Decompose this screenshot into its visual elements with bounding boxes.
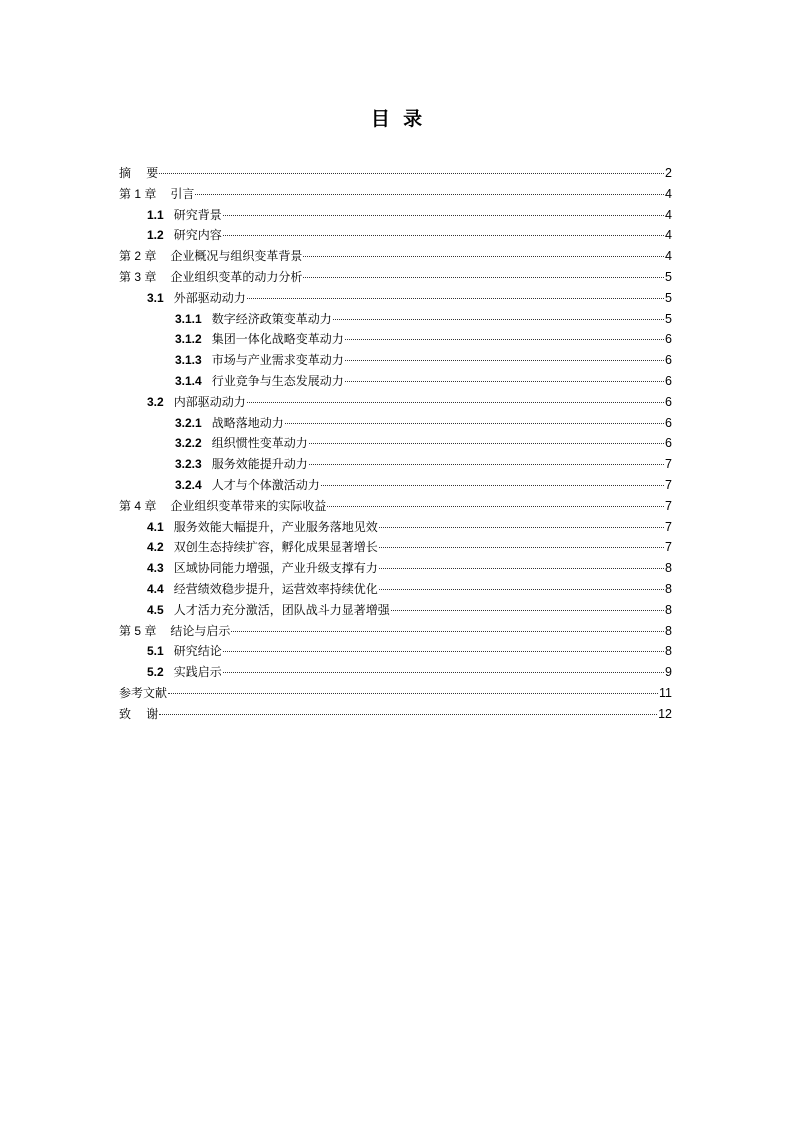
toc-entry-label: 外部驱动动力 xyxy=(173,290,246,305)
toc-dot-leader xyxy=(391,609,664,611)
toc-entry-number: 5.2 xyxy=(147,665,164,680)
toc-entry-label: 企业组织变革的动力分析 xyxy=(170,269,303,284)
toc-entry-page-number: 12 xyxy=(658,706,672,721)
toc-entry-page-number: 2 xyxy=(665,166,672,180)
toc-entry-label: 双创生态持续扩容，孵化成果显著增长 xyxy=(173,540,378,555)
toc-dot-leader xyxy=(303,255,664,257)
toc-entry-label: 致 谢 xyxy=(119,706,159,721)
toc-entry[interactable] xyxy=(119,517,672,538)
toc-entry-page-number: 6 xyxy=(665,373,672,388)
toc-entry-number: 第 5 章 xyxy=(119,623,157,638)
toc-entry[interactable] xyxy=(119,683,672,704)
toc-entry-page-number: 7 xyxy=(665,519,672,534)
toc-dot-leader xyxy=(327,505,664,507)
toc-entry[interactable] xyxy=(119,371,672,392)
toc-entry[interactable] xyxy=(119,496,672,517)
toc-dot-leader xyxy=(223,234,664,236)
toc-entry-label: 服务效能提升动力 xyxy=(211,457,308,472)
toc-dot-leader xyxy=(321,484,664,486)
toc-entry-label: 内部驱动动力 xyxy=(173,394,246,409)
toc-entry-label: 研究背景 xyxy=(173,207,222,222)
toc-entry-number: 3.2.2 xyxy=(175,436,202,451)
toc-dot-leader xyxy=(345,359,664,361)
toc-dot-leader xyxy=(159,713,657,715)
toc-entry[interactable] xyxy=(119,413,672,434)
toc-entry[interactable] xyxy=(119,329,672,350)
toc-entry-number: 4.3 xyxy=(147,561,164,576)
toc-entry-label: 人才活力充分激活，团队战斗力显著增强 xyxy=(173,602,390,617)
toc-entry-page-number: 4 xyxy=(665,249,672,264)
table-of-contents xyxy=(119,163,672,725)
toc-entry-number: 4.1 xyxy=(147,519,164,534)
toc-entry[interactable] xyxy=(119,558,672,579)
toc-entry-number: 1.1 xyxy=(147,207,164,222)
toc-entry-page-number: 6 xyxy=(665,415,672,430)
toc-entry-page-number: 8 xyxy=(665,561,672,576)
toc-entry-number: 3.1 xyxy=(147,290,164,305)
toc-entry-label: 引言 xyxy=(170,186,195,201)
toc-entry-number: 第 4 章 xyxy=(119,498,157,513)
toc-dot-leader xyxy=(379,567,664,569)
toc-entry-page-number: 6 xyxy=(665,394,672,409)
toc-entry[interactable] xyxy=(119,246,672,267)
toc-entry-page-number: 5 xyxy=(665,269,672,284)
toc-entry-number: 3.2.4 xyxy=(175,477,202,492)
toc-entry-label: 实践启示 xyxy=(173,665,222,680)
toc-entry-label: 行业竞争与生态发展动力 xyxy=(211,373,344,388)
toc-entry-label: 人才与个体激活动力 xyxy=(211,477,320,492)
toc-dot-leader xyxy=(159,172,664,174)
toc-entry-page-number: 6 xyxy=(665,332,672,347)
toc-entry-number: 第 2 章 xyxy=(119,249,157,264)
toc-dot-leader xyxy=(285,422,664,424)
toc-entry-page-number: 7 xyxy=(665,477,672,492)
toc-dot-leader xyxy=(379,526,664,528)
toc-dot-leader xyxy=(379,546,664,548)
toc-dot-leader xyxy=(223,671,664,673)
toc-entry-page-number: 6 xyxy=(665,353,672,368)
toc-entry-page-number: 5 xyxy=(665,290,672,305)
toc-entry-page-number: 4 xyxy=(665,207,672,222)
toc-entry-label: 服务效能大幅提升，产业服务落地见效 xyxy=(173,519,378,534)
toc-entry-label: 企业组织变革带来的实际收益 xyxy=(170,498,327,513)
toc-entry-page-number: 8 xyxy=(665,581,672,596)
toc-entry-page-number: 8 xyxy=(665,623,672,638)
toc-entry-label: 组织惯性变革动力 xyxy=(211,436,308,451)
toc-entry-label: 摘 要 xyxy=(119,166,159,180)
toc-entry[interactable] xyxy=(119,309,672,330)
toc-entry[interactable] xyxy=(119,621,672,642)
toc-entry[interactable] xyxy=(119,225,672,246)
toc-dot-leader xyxy=(309,463,664,465)
toc-dot-leader xyxy=(345,380,664,382)
toc-entry-label: 研究结论 xyxy=(173,644,222,659)
toc-dot-leader xyxy=(247,297,664,299)
toc-entry-page-number: 11 xyxy=(659,685,672,700)
toc-entry-page-number: 6 xyxy=(665,436,672,451)
toc-dot-leader xyxy=(231,630,664,632)
toc-dot-leader xyxy=(303,276,664,278)
toc-dot-leader xyxy=(379,588,664,590)
toc-entry[interactable] xyxy=(119,288,672,309)
toc-entry-number: 5.1 xyxy=(147,644,164,659)
page-title: 目 录 xyxy=(370,108,423,130)
toc-entry-number: 4.2 xyxy=(147,540,164,555)
toc-entry[interactable] xyxy=(119,600,672,621)
toc-entry-number: 第 1 章 xyxy=(119,186,157,201)
toc-entry-label: 研究内容 xyxy=(173,228,222,243)
toc-entry-label: 战略落地动力 xyxy=(211,415,284,430)
toc-entry-label: 结论与启示 xyxy=(170,623,231,638)
toc-entry-label: 企业概况与组织变革背景 xyxy=(170,249,303,264)
toc-entry-page-number: 7 xyxy=(665,498,672,513)
toc-entry[interactable] xyxy=(119,392,672,413)
toc-dot-leader xyxy=(195,193,664,195)
toc-entry-number: 4.5 xyxy=(147,602,164,617)
toc-dot-leader xyxy=(247,401,664,403)
toc-entry-page-number: 5 xyxy=(665,311,672,326)
toc-entry-label: 经营绩效稳步提升，运营效率持续优化 xyxy=(173,581,378,596)
toc-dot-leader xyxy=(309,442,664,444)
toc-entry-page-number: 7 xyxy=(665,540,672,555)
toc-entry-number: 3.1.1 xyxy=(175,311,202,326)
toc-entry-number: 3.2.1 xyxy=(175,415,202,430)
toc-entry-page-number: 9 xyxy=(665,665,672,680)
toc-entry-page-number: 8 xyxy=(665,644,672,659)
toc-entry[interactable] xyxy=(119,537,672,558)
toc-entry[interactable] xyxy=(119,433,672,454)
toc-entry-number: 1.2 xyxy=(147,228,164,243)
toc-entry-number: 3.1.4 xyxy=(175,373,202,388)
toc-entry[interactable] xyxy=(119,350,672,371)
toc-entry-label: 区域协同能力增强，产业升级支撑有力 xyxy=(173,561,378,576)
toc-entry[interactable] xyxy=(119,704,672,725)
toc-entry-number: 第 3 章 xyxy=(119,269,157,284)
toc-entry[interactable] xyxy=(119,475,672,496)
toc-entry-number: 3.2.3 xyxy=(175,457,202,472)
toc-entry-label: 市场与产业需求变革动力 xyxy=(211,353,344,368)
toc-entry-page-number: 7 xyxy=(665,457,672,472)
toc-entry-page-number: 8 xyxy=(665,602,672,617)
toc-dot-leader xyxy=(168,692,658,694)
toc-dot-leader xyxy=(223,214,664,216)
toc-entry-number: 3.1.3 xyxy=(175,353,202,368)
toc-entry[interactable] xyxy=(119,184,672,205)
toc-entry-number: 3.1.2 xyxy=(175,332,202,347)
toc-entry[interactable] xyxy=(119,454,672,475)
toc-dot-leader xyxy=(333,318,664,320)
toc-entry-page-number: 4 xyxy=(665,228,672,243)
toc-entry[interactable] xyxy=(119,641,672,662)
toc-entry-label: 参考文献 xyxy=(119,685,168,700)
toc-entry-number: 3.2 xyxy=(147,394,164,409)
toc-entry[interactable] xyxy=(119,267,672,288)
toc-entry-label: 集团一体化战略变革动力 xyxy=(211,332,344,347)
toc-entry[interactable] xyxy=(119,163,672,184)
toc-entry-page-number: 4 xyxy=(665,186,672,201)
toc-entry[interactable] xyxy=(119,579,672,600)
toc-entry[interactable] xyxy=(119,205,672,226)
toc-dot-leader xyxy=(345,338,664,340)
toc-entry-label: 数字经济政策变革动力 xyxy=(211,311,332,326)
toc-dot-leader xyxy=(223,650,664,652)
toc-entry-number: 4.4 xyxy=(147,581,164,596)
toc-entry[interactable] xyxy=(119,662,672,683)
